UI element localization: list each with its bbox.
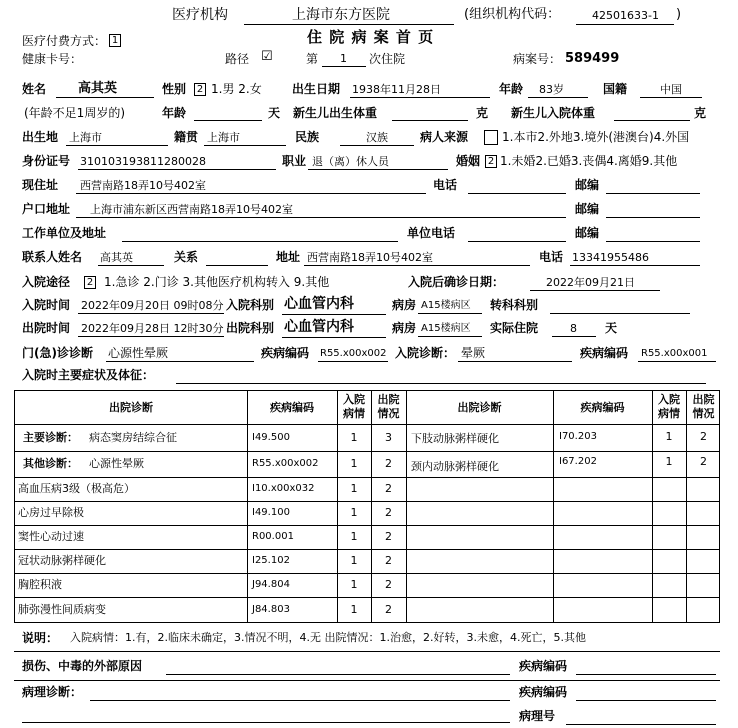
phone-underline [468,193,566,194]
sex-label: 性别 [162,82,187,96]
injury-underline [166,674,510,675]
confirm-label: 入院后确诊日期： [408,275,505,289]
phone-label: 电话 [433,178,458,192]
age: 83岁 [539,83,564,96]
stay-days: 8 [570,322,577,335]
diag-name: 下肢动脉粥样硬化 [411,432,499,445]
diag-name: 心源性晕厥 [89,457,144,470]
transfer-underline [550,313,690,314]
injury-label: 损伤、中毒的外部原因 [22,659,143,673]
ethnic-label: 民族 [295,130,320,144]
source-label: 病人来源 [420,130,469,144]
nation-label: 国籍 [603,82,628,96]
contact-addr: 西营南路18弄10号402室 [307,251,433,264]
in-time-label: 入院时间 [22,298,71,312]
header-diag-left: 出院诊断 [109,401,153,414]
address: 西营南路18弄10号402室 [80,179,206,192]
age-underline [528,97,588,98]
relation-underline [206,265,268,266]
diag-cond: 1 [350,530,358,543]
diag-cond: 1 [350,457,358,470]
in-diag-label: 入院诊断： [395,346,456,360]
admit-times-underline [322,66,366,67]
birthplace: 上海市 [69,131,102,144]
address-underline [76,193,426,194]
confirm-date: 2022年09月21日 [546,276,635,289]
admit-times-suffix: 次住院 [369,52,406,66]
org-code-close: ) [676,7,682,22]
out-time-underline [78,336,224,337]
ward2-underline [418,336,482,337]
diag-code: R55.x00x002 [252,458,319,469]
diagnosis-table [14,390,720,623]
path-code-label: 疾病编码 [519,685,568,699]
er-code-underline [318,361,388,362]
out-dept-label: 出院科别 [226,321,275,335]
pay-label: 医疗付费方式： [22,34,107,48]
row-prefix: 主要诊断： [23,431,78,444]
diag-code: I25.102 [252,555,290,566]
er-diag-underline [106,361,254,362]
diag-outcome: 3 [385,431,392,444]
header-outcome-right: 出院 情况 [692,393,715,420]
diag-code: R00.001 [252,531,294,542]
note-label: 说明： [22,631,59,645]
job-label: 职业 [282,154,307,168]
ward: A15楼病区 [421,300,471,311]
diag-name: 胸腔积液 [18,578,62,591]
header-cond-left: 入院 病情 [343,393,365,420]
diag-cond: 1 [350,431,358,444]
diag-outcome: 2 [385,506,392,519]
in-code: R55.x00x001 [641,348,708,359]
route-box[interactable]: 2 [84,276,96,289]
contact-name: 高其英 [100,251,133,264]
newborn-admit-weight-label: 新生儿入院体重 [511,106,596,120]
diag-name: 病态窦房结综合征 [89,431,177,444]
path-checkbox[interactable]: ☑ [261,49,273,64]
note-text: 入院病情：1.有，2.临床未确定，3.情况不明，4.无 出院情况：1.治愈，2.好转，3.未愈，4.死亡，5.其他 [70,631,586,644]
confirm-underline [530,290,660,291]
address-label: 现住址 [22,178,59,192]
infant-age-label: 年龄 [162,106,187,120]
native: 上海市 [207,131,240,144]
native-label: 籍贯 [174,130,199,144]
admit-times-prefix: 第 [306,52,319,66]
diag-outcome: 2 [385,578,392,591]
id-label: 身份证号 [22,154,71,168]
header-code-left: 疾病编码 [270,401,314,414]
org-code-underline [576,24,674,25]
out-time-label: 出院时间 [22,321,71,335]
contact-phone-label: 电话 [539,250,564,264]
in-dept-label: 入院科别 [226,298,275,312]
contact-phone-underline [570,265,700,266]
diag-cond: 1 [350,603,358,616]
infant-age-underline [194,120,262,121]
route-options: 1.急诊 2.门诊 3.其他医疗机构转入 9.其他 [104,275,330,289]
diag-cond: 1 [665,455,673,468]
diag-name: 窦性心动过速 [18,530,84,543]
path-no-underline [566,724,716,725]
er-code: R55.x00x002 [320,348,387,359]
birthplace-underline [66,145,168,146]
diag-cond: 1 [350,482,358,495]
injury-code-label: 疾病编码 [519,659,568,673]
work-label: 工作单位及地址 [22,226,107,240]
path-code-underline [576,700,716,701]
relation-label: 关系 [174,250,199,264]
in-time: 2022年09月20日 09时08分 [81,299,224,312]
in-dept: 心血管内科 [284,296,354,312]
diag-code: I67.202 [559,456,597,467]
birth-label: 出生日期 [292,82,341,96]
contact-phone: 13341955486 [572,251,649,264]
out-dept: 心血管内科 [284,319,354,335]
marriage-label: 婚姻 [456,154,481,168]
name-underline [56,97,154,98]
work-phone-label: 单位电话 [407,226,456,240]
hukou: 上海市浦东新区西营南路18弄10号402室 [90,203,293,216]
source-box[interactable] [484,130,498,145]
gram-label-1: 克 [476,106,489,120]
route-label: 入院途径 [22,275,71,289]
hukou-label: 户口地址 [22,202,71,216]
footer-divider [14,651,720,652]
ethnic: 汉族 [366,131,388,144]
zip3-underline [606,241,700,242]
sex-options: 1.男 2.女 [211,82,262,96]
header-diag-right: 出院诊断 [457,401,502,414]
path-label: 路径 [225,52,250,66]
birthplace-label: 出生地 [22,130,59,144]
contact-addr-label: 地址 [276,250,301,264]
diag-name: 冠状动脉粥样硬化 [18,554,106,567]
in-code-label: 疾病编码 [580,346,629,360]
diag-name: 肺弥漫性间质病变 [18,603,106,616]
diag-cond: 1 [350,506,358,519]
in-code-underline [638,361,716,362]
symptoms-underline [176,383,706,384]
birth-underline [350,97,490,98]
diag-outcome: 2 [700,455,707,468]
newborn-weight-underline [392,120,468,121]
er-diag: 心源性晕厥 [108,346,169,360]
gram-label-2: 克 [694,106,707,120]
diag-outcome: 2 [385,482,392,495]
hukou-underline [76,217,566,218]
path-diag-label: 病理诊断： [22,685,83,699]
nation-underline [640,97,702,98]
diag-cond: 1 [350,578,358,591]
ward-underline [418,313,482,314]
day-label: 天 [268,106,281,120]
diag-cond: 1 [350,554,358,567]
stay-label: 实际住院 [490,321,539,335]
diag-name: 高血压病3级（极高危） [18,482,135,495]
diag-code: J94.804 [252,579,290,590]
in-diag-underline [458,361,572,362]
header-outcome-left: 出院 情况 [377,393,400,420]
diag-outcome: 2 [700,430,707,443]
transfer-label: 转科科别 [490,298,539,312]
newborn-admit-underline [614,120,690,121]
ward2: A15楼病区 [421,323,471,334]
id-underline [78,169,276,170]
header-cond-right: 入院 病情 [658,393,680,420]
diag-name: 颈内动脉粥样硬化 [411,460,499,473]
out-time: 2022年09月28日 12时30分 [81,322,224,335]
infant-note: (年龄不足1周岁的) [24,106,125,120]
ward-label: 病房 [392,298,417,312]
native-underline [204,145,286,146]
diag-code: J84.803 [252,604,290,615]
footer-divider-2 [14,680,720,681]
zip2-label: 邮编 [575,202,600,216]
stay-unit: 天 [605,321,618,335]
zip2-underline [606,217,700,218]
nation: 中国 [660,83,682,96]
org-code: 42501633-1 [592,9,659,22]
contact-addr-underline [304,265,530,266]
source-options: 1.本市2.外地3.境外(港澳台)4.外国 [502,130,690,144]
health-card-label: 健康卡号： [22,52,83,66]
contact-underline [98,265,164,266]
diag-code: I10.x00x032 [252,483,315,494]
diag-outcome: 2 [385,530,392,543]
diag-outcome: 2 [385,603,392,616]
path-diag-line2 [22,722,510,723]
header-code-right: 疾病编码 [580,401,625,414]
work-underline [122,241,398,242]
contact-label: 联系人姓名 [22,250,83,264]
birth-date: 1938年11月28日 [352,83,441,96]
zip-underline [606,193,700,194]
org-name-underline [244,24,454,25]
in-diag: 晕厥 [461,346,486,360]
zip-label: 邮编 [575,178,600,192]
er-code-label: 疾病编码 [261,346,310,360]
stay-underline [552,336,596,337]
work-phone-underline [468,241,566,242]
job: 退（离）休人员 [312,155,389,168]
out-dept-underline [282,337,386,338]
name-label: 姓名 [22,82,47,96]
diag-name: 心房过早除极 [18,506,84,519]
diag-outcome: 2 [385,554,392,567]
ethnic-underline [340,145,414,146]
ward2-label: 病房 [392,321,417,335]
admit-times: 1 [340,52,347,65]
job-underline [308,169,448,170]
er-diag-label: 门(急)诊诊断 [22,346,93,360]
diag-code: I49.100 [252,507,290,518]
org-code-label: (组织机构代码： [464,7,561,22]
sex-box[interactable]: 2 [194,83,206,96]
diag-code: I49.500 [252,432,290,443]
newborn-weight-label: 新生儿出生体重 [293,106,378,120]
patient-name: 高其英 [78,81,118,96]
injury-code-underline [576,674,716,675]
age-label: 年龄 [499,82,524,96]
org-name: 上海市东方医院 [292,7,390,23]
id-number: 310103193811280028 [80,155,206,168]
page-title: 住 院 病 案 首 页 [307,28,435,46]
in-dept-underline [282,314,386,315]
symptoms-label: 入院时主要症状及体征： [22,368,155,382]
in-time-underline [78,313,224,314]
path-no-label: 病理号 [519,709,556,723]
org-label: 医疗机构 [172,7,228,23]
path-diag-underline [90,700,510,701]
record-no-label: 病案号： [513,52,562,66]
diag-code: I70.203 [559,431,597,442]
marriage-options: 1.未婚2.已婚3.丧偶4.离婚9.其他 [500,154,678,168]
zip3-label: 邮编 [575,226,600,240]
pay-box[interactable]: 1 [109,34,121,47]
diag-outcome: 2 [385,457,392,470]
row-prefix: 其他诊断： [23,457,78,470]
diag-cond: 1 [665,430,673,443]
marriage-box[interactable]: 2 [485,155,497,168]
record-no: 589499 [565,51,620,66]
